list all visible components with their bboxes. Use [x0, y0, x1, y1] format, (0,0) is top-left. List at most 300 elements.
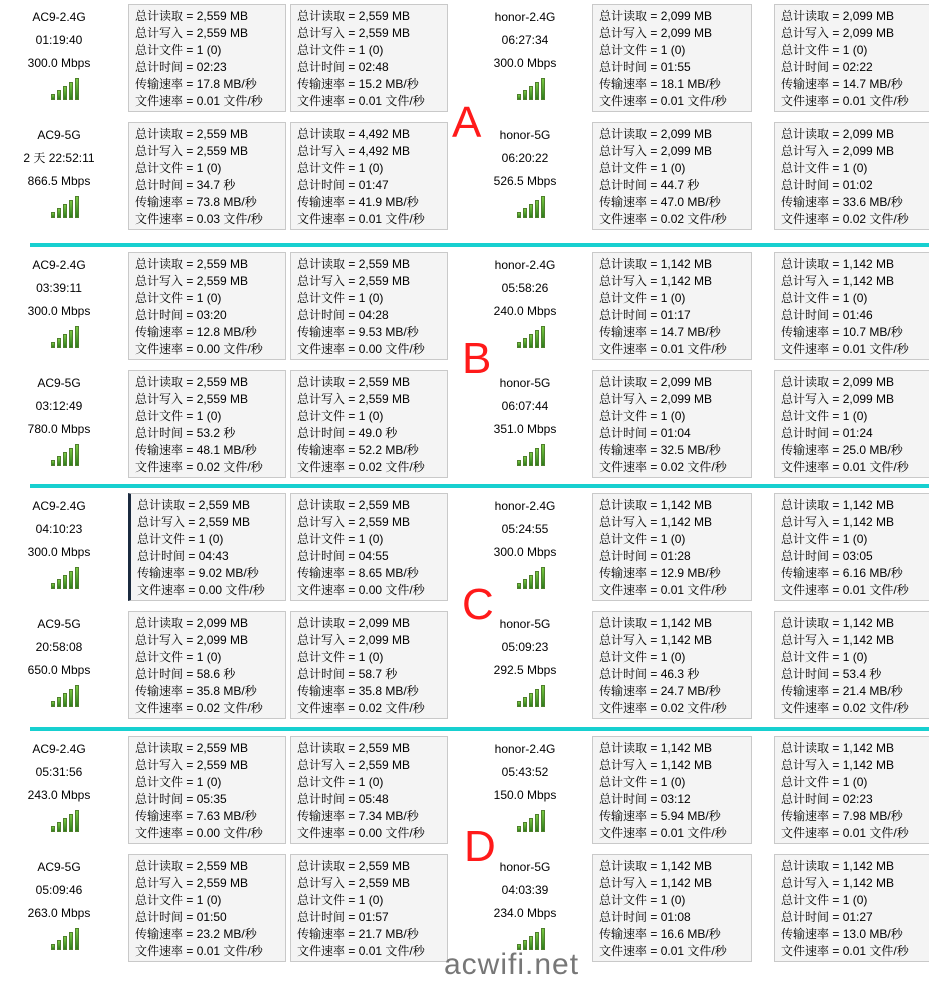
stat-label: 总计时间 = — [297, 426, 359, 440]
stat-label: 总计时间 = — [297, 178, 359, 192]
stat-value: 2,559 MB — [196, 741, 249, 755]
stat-value: 2,099 MB — [660, 375, 713, 389]
stat-line — [599, 42, 751, 59]
signal-strength-icon — [51, 685, 81, 707]
stat-line — [297, 943, 447, 960]
stat-label: 文件速率 = — [599, 460, 661, 474]
link-speed: 780.0 Mbps — [27, 422, 91, 436]
stat-line — [599, 825, 751, 842]
stat-value: 1 (0) — [842, 650, 868, 664]
stat-line — [781, 273, 929, 290]
stat-label: 总计写入 = — [135, 392, 197, 406]
stat-line — [781, 943, 929, 960]
stat-label: 总计时间 = — [135, 308, 197, 322]
stat-line — [781, 514, 929, 531]
stat-label: 总计文件 = — [599, 775, 661, 789]
stat-label: 传输速率 = — [135, 77, 197, 91]
stat-value: 1,142 MB — [842, 633, 895, 647]
group-letter-b: B — [462, 334, 492, 383]
connection-duration: 06:20:22 — [501, 151, 549, 165]
stat-label: 传输速率 = — [297, 809, 359, 823]
stat-line — [135, 273, 285, 290]
stat-line — [781, 256, 929, 273]
stat-label: 总计读取 = — [135, 616, 197, 630]
stat-label: 传输速率 = — [297, 443, 359, 457]
stat-label: 总计读取 = — [297, 127, 359, 141]
stat-value: 16.6 MB/秒 — [660, 927, 721, 941]
stat-line — [297, 76, 447, 93]
stat-line — [599, 791, 751, 808]
stat-line — [135, 25, 285, 42]
stat-label: 文件速率 = — [297, 212, 359, 226]
copy-result-panel — [592, 370, 752, 478]
stat-line — [781, 76, 929, 93]
stat-label: 总计读取 = — [135, 257, 197, 271]
stat-label: 总计读取 = — [781, 257, 843, 271]
stat-value: 0.03 文件/秒 — [196, 212, 263, 226]
stat-label: 总计写入 = — [297, 26, 359, 40]
stat-label: 传输速率 = — [297, 77, 359, 91]
stat-value: 2,099 MB — [660, 9, 713, 23]
stat-value: 1,142 MB — [842, 257, 895, 271]
stat-line — [297, 25, 447, 42]
stat-value: 01:02 — [842, 178, 873, 192]
stat-value: 1 (0) — [842, 43, 868, 57]
link-speed: 300.0 Mbps — [27, 304, 91, 318]
stat-line — [297, 307, 447, 324]
stat-value: 1,142 MB — [842, 876, 895, 890]
stat-line — [297, 649, 447, 666]
link-speed: 526.5 Mbps — [493, 174, 557, 188]
stat-line — [297, 875, 447, 892]
stat-value: 2,559 MB — [358, 26, 411, 40]
section-divider — [30, 484, 929, 488]
copy-result-panel — [774, 370, 929, 478]
stat-label: 总计文件 = — [135, 409, 197, 423]
stat-line — [297, 341, 447, 358]
stat-value: 12.8 MB/秒 — [196, 325, 257, 339]
stat-value: 0.01 文件/秒 — [842, 460, 909, 474]
stat-value: 1 (0) — [842, 532, 868, 546]
stat-value: 2,099 MB — [842, 127, 895, 141]
stat-label: 总计写入 = — [297, 876, 359, 890]
connection-duration: 05:09:23 — [501, 640, 549, 654]
copy-result-panel — [128, 4, 286, 112]
stat-line — [135, 791, 285, 808]
stat-label: 传输速率 = — [781, 684, 843, 698]
stat-label: 传输速率 = — [599, 195, 661, 209]
stat-label: 总计时间 = — [297, 549, 359, 563]
stat-line — [135, 126, 285, 143]
link-speed: 263.0 Mbps — [27, 906, 91, 920]
signal-strength-icon — [51, 567, 81, 589]
stat-value: 49.0 秒 — [358, 426, 398, 440]
stat-line — [297, 425, 447, 442]
stat-line — [599, 632, 751, 649]
stat-value: 0.01 文件/秒 — [842, 94, 909, 108]
stat-label: 文件速率 = — [135, 212, 197, 226]
stat-line — [297, 160, 447, 177]
stat-line — [599, 408, 751, 425]
stat-value: 2,559 MB — [358, 274, 411, 288]
stat-value: 01:46 — [842, 308, 873, 322]
stat-value: 48.1 MB/秒 — [196, 443, 257, 457]
stat-value: 53.4 秒 — [842, 667, 882, 681]
stat-value: 2,099 MB — [842, 392, 895, 406]
stat-label: 文件速率 = — [599, 583, 661, 597]
stat-value: 0.01 文件/秒 — [196, 94, 263, 108]
stat-value: 1,142 MB — [660, 758, 713, 772]
stat-value: 01:50 — [196, 910, 227, 924]
stat-label: 总计时间 = — [135, 178, 197, 192]
stat-value: 1 (0) — [660, 893, 686, 907]
group-letter-a: A — [452, 98, 482, 147]
stat-label: 传输速率 = — [781, 195, 843, 209]
signal-strength-icon — [517, 444, 547, 466]
stat-line — [137, 548, 285, 565]
stat-label: 总计读取 = — [781, 859, 843, 873]
stat-line — [297, 892, 447, 909]
stat-line — [781, 425, 929, 442]
stat-value: 10.7 MB/秒 — [842, 325, 903, 339]
stat-value: 33.6 MB/秒 — [842, 195, 903, 209]
stat-line — [297, 194, 447, 211]
stat-value: 1,142 MB — [842, 515, 895, 529]
stat-line — [599, 909, 751, 926]
stat-value: 2,099 MB — [196, 616, 249, 630]
stat-line — [297, 211, 447, 228]
stat-line — [297, 42, 447, 59]
stat-value: 0.02 文件/秒 — [842, 212, 909, 226]
stat-value: 1 (0) — [198, 532, 224, 546]
stat-label: 传输速率 = — [135, 809, 197, 823]
stat-value: 17.8 MB/秒 — [196, 77, 257, 91]
stat-line — [781, 341, 929, 358]
stat-label: 文件速率 = — [135, 701, 197, 715]
stat-value: 2,559 MB — [358, 876, 411, 890]
stat-label: 传输速率 = — [297, 927, 359, 941]
stat-label: 总计写入 = — [781, 392, 843, 406]
stat-value: 02:48 — [358, 60, 389, 74]
stat-label: 总计读取 = — [297, 9, 359, 23]
stat-label: 总计写入 = — [599, 26, 661, 40]
stat-value: 01:28 — [660, 549, 691, 563]
stat-line — [599, 211, 751, 228]
stat-line — [599, 531, 751, 548]
stat-line — [297, 666, 447, 683]
stat-label: 总计文件 = — [781, 893, 843, 907]
connection-duration: 01:19:40 — [35, 33, 83, 47]
link-speed: 351.0 Mbps — [493, 422, 557, 436]
stat-value: 32.5 MB/秒 — [660, 443, 721, 457]
network-name: honor-5G — [499, 860, 551, 874]
stat-line — [297, 565, 447, 582]
stat-label: 文件速率 = — [781, 342, 843, 356]
signal-strength-icon — [51, 326, 81, 348]
stat-label: 总计时间 = — [599, 426, 661, 440]
stat-value: 01:55 — [660, 60, 691, 74]
stat-value: 0.02 文件/秒 — [196, 701, 263, 715]
stat-line — [599, 459, 751, 476]
link-speed: 150.0 Mbps — [493, 788, 557, 802]
stat-value: 52.2 MB/秒 — [358, 443, 419, 457]
stat-line — [135, 943, 285, 960]
copy-result-panel — [290, 370, 448, 478]
network-info — [0, 254, 118, 323]
copy-result-panel — [592, 854, 752, 962]
stat-value: 2,559 MB — [196, 758, 249, 772]
stat-label: 传输速率 = — [781, 325, 843, 339]
stat-label: 总计时间 = — [781, 426, 843, 440]
stat-line — [297, 700, 447, 717]
stat-label: 传输速率 = — [599, 325, 661, 339]
stat-line — [781, 374, 929, 391]
network-name: AC9-2.4G — [32, 499, 86, 513]
stat-line — [781, 683, 929, 700]
stat-line — [599, 808, 751, 825]
stat-label: 总计时间 = — [599, 60, 661, 74]
stat-line — [599, 565, 751, 582]
stat-label: 总计读取 = — [135, 9, 197, 23]
stat-line — [781, 649, 929, 666]
stat-label: 总计读取 = — [135, 859, 197, 873]
stat-line — [781, 774, 929, 791]
stat-label: 总计写入 = — [599, 515, 661, 529]
stat-value: 23.2 MB/秒 — [196, 927, 257, 941]
stat-value: 0.02 文件/秒 — [660, 212, 727, 226]
stat-label: 总计写入 = — [137, 515, 199, 529]
stat-label: 文件速率 = — [297, 826, 359, 840]
copy-result-panel — [290, 122, 448, 230]
stat-value: 46.3 秒 — [660, 667, 700, 681]
stat-value: 05:48 — [358, 792, 389, 806]
stat-value: 21.4 MB/秒 — [842, 684, 903, 698]
stat-line — [135, 256, 285, 273]
stat-label: 总计读取 = — [135, 375, 197, 389]
signal-strength-icon — [51, 78, 81, 100]
network-info — [462, 6, 588, 75]
stat-label: 传输速率 = — [135, 684, 197, 698]
stat-line — [297, 825, 447, 842]
stat-line — [599, 425, 751, 442]
stat-value: 2,559 MB — [196, 859, 249, 873]
stat-value: 01:04 — [660, 426, 691, 440]
copy-result-panel — [774, 736, 929, 844]
stat-value: 0.02 文件/秒 — [842, 701, 909, 715]
stat-label: 总计文件 = — [599, 291, 661, 305]
stat-value: 03:20 — [196, 308, 227, 322]
stat-line — [599, 926, 751, 943]
signal-strength-icon — [517, 326, 547, 348]
stat-value: 1,142 MB — [842, 498, 895, 512]
stat-line — [137, 531, 285, 548]
stat-value: 2,099 MB — [660, 26, 713, 40]
stat-line — [135, 425, 285, 442]
stat-value: 35.8 MB/秒 — [358, 684, 419, 698]
stat-label: 传输速率 = — [599, 684, 661, 698]
stat-label: 总计时间 = — [781, 308, 843, 322]
stat-value: 0.01 文件/秒 — [842, 342, 909, 356]
stat-label: 传输速率 = — [599, 927, 661, 941]
stat-line — [781, 160, 929, 177]
stat-value: 1 (0) — [358, 291, 384, 305]
stat-line — [297, 408, 447, 425]
stat-line — [297, 374, 447, 391]
stat-label: 总计文件 = — [135, 43, 197, 57]
stat-value: 21.7 MB/秒 — [358, 927, 419, 941]
stat-label: 传输速率 = — [599, 566, 661, 580]
stat-value: 6.16 MB/秒 — [842, 566, 903, 580]
stat-value: 1 (0) — [660, 532, 686, 546]
stat-value: 0.00 文件/秒 — [196, 826, 263, 840]
stat-label: 文件速率 = — [599, 826, 661, 840]
stat-label: 文件速率 = — [297, 342, 359, 356]
stat-value: 34.7 秒 — [196, 178, 236, 192]
stat-line — [135, 211, 285, 228]
network-name: honor-2.4G — [494, 499, 556, 513]
stat-label: 文件速率 = — [297, 460, 359, 474]
stat-value: 14.7 MB/秒 — [660, 325, 721, 339]
stat-line — [781, 531, 929, 548]
stat-line — [781, 757, 929, 774]
stat-value: 9.02 MB/秒 — [198, 566, 259, 580]
stat-line — [297, 256, 447, 273]
stat-line — [781, 290, 929, 307]
stat-value: 0.01 文件/秒 — [358, 944, 425, 958]
stat-value: 1 (0) — [358, 532, 384, 546]
connection-duration: 05:58:26 — [501, 281, 549, 295]
stat-line — [297, 531, 447, 548]
link-speed: 650.0 Mbps — [27, 663, 91, 677]
stat-value: 1 (0) — [358, 775, 384, 789]
stat-label: 总计写入 = — [297, 274, 359, 288]
stat-label: 总计写入 = — [781, 633, 843, 647]
stat-value: 1 (0) — [842, 409, 868, 423]
stat-value: 15.2 MB/秒 — [358, 77, 419, 91]
stat-value: 1 (0) — [660, 650, 686, 664]
stat-label: 总计读取 = — [599, 127, 661, 141]
stat-label: 总计写入 = — [781, 274, 843, 288]
stat-line — [135, 341, 285, 358]
stat-line — [135, 740, 285, 757]
network-name: AC9-5G — [37, 376, 81, 390]
stat-label: 总计读取 = — [297, 741, 359, 755]
stat-value: 2,099 MB — [842, 144, 895, 158]
stat-label: 总计读取 = — [599, 741, 661, 755]
stat-value: 1 (0) — [196, 161, 222, 175]
stat-value: 0.01 文件/秒 — [842, 826, 909, 840]
network-name: honor-2.4G — [494, 742, 556, 756]
stat-value: 58.7 秒 — [358, 667, 398, 681]
stat-value: 0.02 文件/秒 — [358, 701, 425, 715]
network-name: honor-5G — [499, 376, 551, 390]
stat-value: 0.01 文件/秒 — [660, 94, 727, 108]
stat-label: 总计文件 = — [781, 775, 843, 789]
stat-label: 传输速率 = — [137, 566, 199, 580]
stat-line — [135, 875, 285, 892]
stat-line — [781, 875, 929, 892]
network-name: AC9-2.4G — [32, 742, 86, 756]
stat-value: 0.01 文件/秒 — [358, 212, 425, 226]
stat-label: 总计文件 = — [781, 43, 843, 57]
stat-value: 0.00 文件/秒 — [196, 342, 263, 356]
stat-value: 1,142 MB — [660, 876, 713, 890]
stat-line — [599, 290, 751, 307]
stat-line — [599, 700, 751, 717]
signal-strength-icon — [517, 196, 547, 218]
stat-label: 传输速率 = — [297, 195, 359, 209]
stat-label: 总计写入 = — [781, 758, 843, 772]
stat-label: 总计写入 = — [135, 876, 197, 890]
stat-label: 总计写入 = — [599, 144, 661, 158]
copy-result-panel — [592, 252, 752, 360]
stat-line — [297, 126, 447, 143]
group-letter-c: C — [462, 580, 494, 629]
copy-result-panel — [774, 122, 929, 230]
stat-label: 总计时间 = — [297, 60, 359, 74]
stat-label: 文件速率 = — [135, 342, 197, 356]
stat-line — [599, 666, 751, 683]
stat-value: 2,099 MB — [358, 633, 411, 647]
stat-value: 47.0 MB/秒 — [660, 195, 721, 209]
stat-label: 总计文件 = — [297, 532, 359, 546]
stat-label: 总计文件 = — [135, 161, 197, 175]
stat-line — [599, 273, 751, 290]
stat-value: 12.9 MB/秒 — [660, 566, 721, 580]
stat-value: 8.65 MB/秒 — [358, 566, 419, 580]
stat-value: 1 (0) — [196, 650, 222, 664]
stat-line — [599, 892, 751, 909]
network-name: honor-5G — [499, 128, 551, 142]
network-info — [0, 124, 118, 193]
signal-strength-icon — [517, 685, 547, 707]
stat-label: 总计读取 = — [599, 9, 661, 23]
signal-strength-icon — [517, 567, 547, 589]
stat-line — [297, 273, 447, 290]
stat-value: 05:35 — [196, 792, 227, 806]
stat-line — [137, 514, 285, 531]
stat-line — [297, 177, 447, 194]
stat-line — [781, 666, 929, 683]
copy-result-panel — [290, 736, 448, 844]
stat-value: 2,559 MB — [358, 498, 411, 512]
stat-label: 总计写入 = — [135, 26, 197, 40]
stat-line — [599, 341, 751, 358]
stat-label: 总计文件 = — [297, 775, 359, 789]
stat-value: 4,492 MB — [358, 144, 411, 158]
stat-line — [599, 615, 751, 632]
stat-label: 总计文件 = — [137, 532, 199, 546]
stat-value: 58.6 秒 — [196, 667, 236, 681]
stat-label: 总计读取 = — [781, 616, 843, 630]
signal-strength-icon — [51, 196, 81, 218]
stat-label: 总计写入 = — [599, 633, 661, 647]
stat-label: 总计读取 = — [297, 616, 359, 630]
stat-value: 2,099 MB — [660, 144, 713, 158]
stat-line — [135, 459, 285, 476]
stat-label: 总计时间 = — [599, 549, 661, 563]
signal-strength-icon — [51, 444, 81, 466]
stat-line — [297, 808, 447, 825]
stat-label: 传输速率 = — [599, 443, 661, 457]
stat-label: 总计读取 = — [599, 616, 661, 630]
stat-line — [781, 791, 929, 808]
signal-strength-icon — [517, 810, 547, 832]
stat-value: 13.0 MB/秒 — [842, 927, 903, 941]
stat-value: 1,142 MB — [842, 616, 895, 630]
stat-label: 总计时间 = — [781, 667, 843, 681]
copy-result-panel — [290, 611, 448, 719]
